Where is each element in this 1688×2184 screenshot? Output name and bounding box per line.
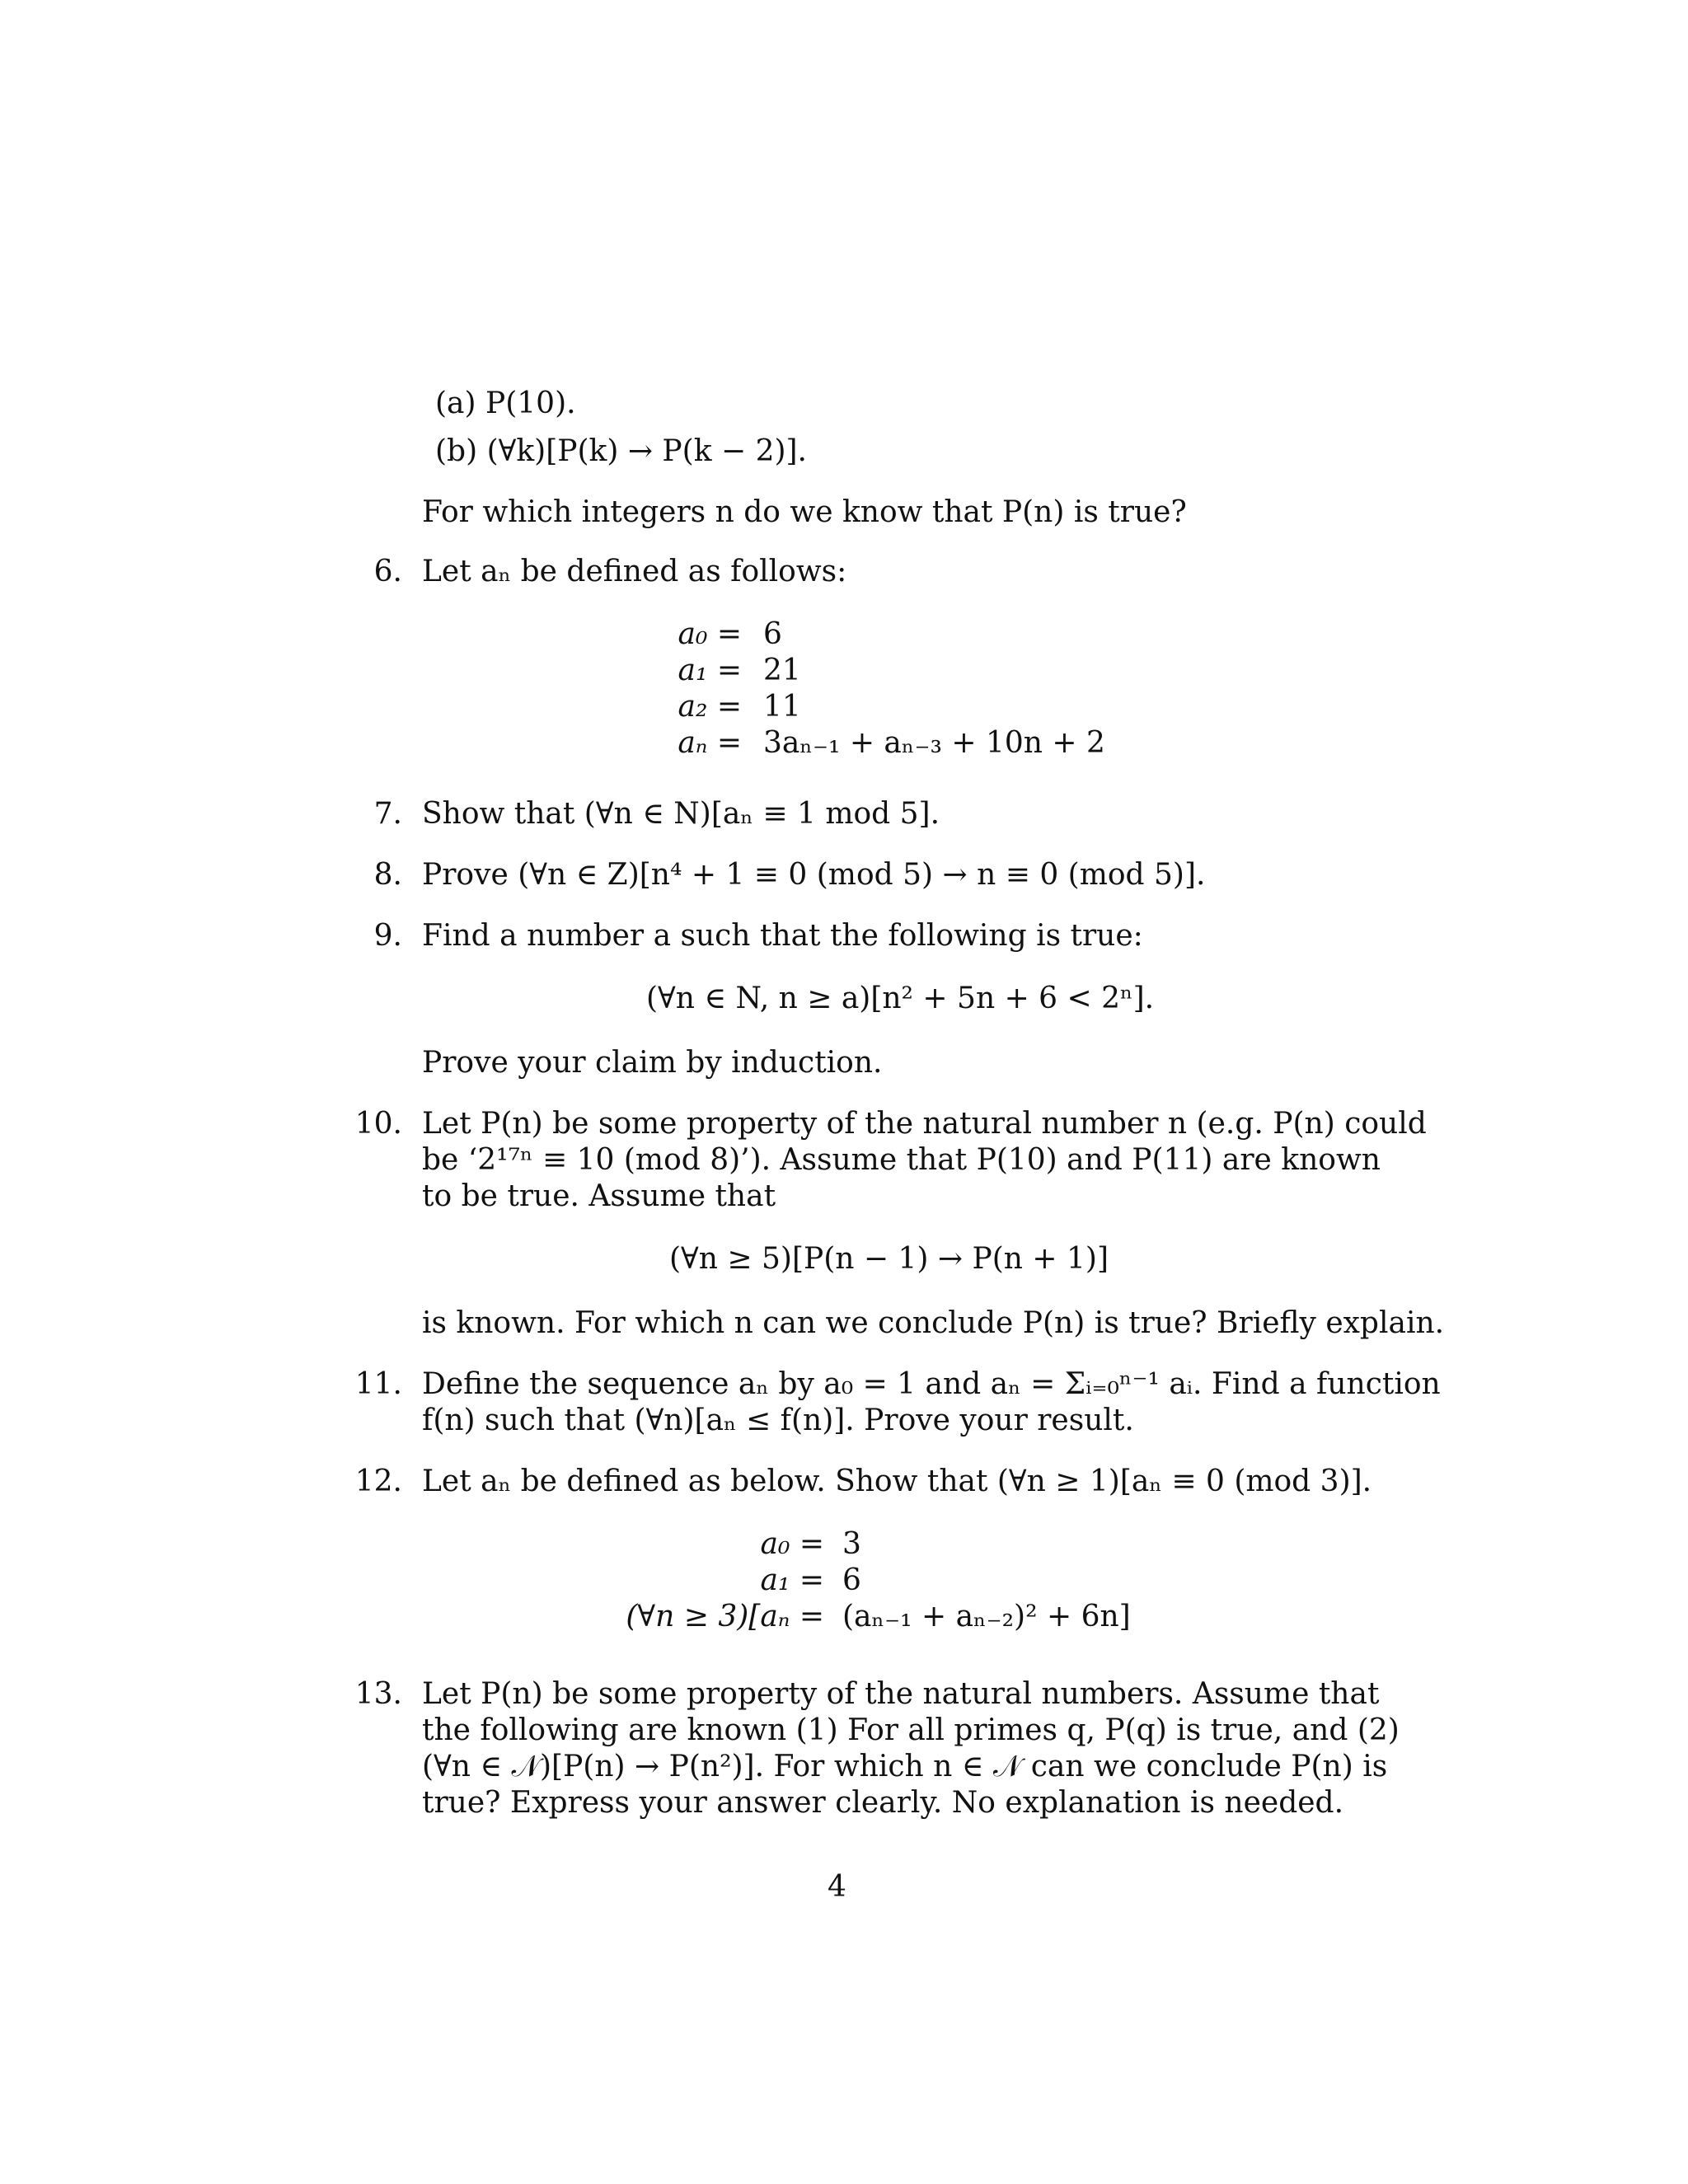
eq-rhs: 3 [842, 1527, 861, 1561]
problem-13-line: the following are known (1) For all primes q, P(q) is true, and (2) [422, 1713, 1400, 1747]
problem-6-text: Let aₙ be defined as follows: [422, 555, 847, 588]
problem-9-after: Prove your claim by induction. [422, 1046, 883, 1080]
problem-12-number: 12. [354, 1465, 402, 1498]
problem-13-line: true? Express your answer clearly. No explanation is needed. [422, 1786, 1344, 1820]
eq-lhs: aₙ = [678, 726, 742, 760]
eq-rhs: 6 [842, 1563, 861, 1597]
problem-13-number: 13. [354, 1677, 402, 1711]
problem-10-number: 10. [354, 1107, 402, 1141]
eq-rhs: 21 [763, 654, 801, 687]
prev-question: For which integers n do we know that P(n) is true? [422, 495, 1187, 529]
eq-lhs: a₁ = [678, 654, 742, 687]
eq-rhs: (aₙ₋₁ + aₙ₋₂)² + 6n] [842, 1600, 1131, 1633]
eq-rhs: 6 [763, 617, 782, 651]
problem-9-display: (∀n ∈ N, n ≥ a)[n² + 5n + 6 < 2ⁿ]. [646, 982, 1155, 1015]
problem-8-number: 8. [373, 858, 402, 892]
problem-9-number: 9. [373, 919, 402, 953]
problem-11-line: f(n) such that (∀n)[aₙ ≤ f(n)]. Prove your result. [422, 1404, 1134, 1437]
eq-rhs: 11 [763, 690, 801, 724]
item-b: (b) (∀k)[P(k) → P(k − 2)]. [435, 434, 808, 468]
problem-10-line: be ‘2¹⁷ⁿ ≡ 10 (mod 8)’). Assume that P(10) and P(11) are known [422, 1143, 1381, 1177]
problem-7-number: 7. [373, 797, 402, 831]
problem-9-text: Find a number a such that the following is true: [422, 919, 1143, 953]
eq-lhs: a₂ = [678, 690, 742, 724]
problem-7-text: Show that (∀n ∈ N)[aₙ ≡ 1 mod 5]. [422, 797, 940, 831]
problem-11-line: Define the sequence aₙ by a₀ = 1 and aₙ = Σᵢ₌₀ⁿ⁻¹ aᵢ. Find a function [422, 1367, 1441, 1401]
item-a: (a) P(10). [435, 387, 576, 420]
problem-8-text: Prove (∀n ∈ Z)[n⁴ + 1 ≡ 0 (mod 5) → n ≡ 0 (mod 5)]. [422, 858, 1206, 892]
eq-lhs: (∀n ≥ 3)[aₙ = [626, 1600, 824, 1633]
page-number: 4 [828, 1870, 846, 1904]
problem-10-after: is known. For which n can we conclude P(n) is true? Briefly explain. [422, 1306, 1445, 1340]
problem-6-number: 6. [373, 555, 402, 588]
eq-lhs: a₁ = [760, 1563, 824, 1597]
problem-12-text: Let aₙ be defined as below. Show that (∀n ≥ 1)[aₙ ≡ 0 (mod 3)]. [422, 1465, 1372, 1498]
eq-lhs: a₀ = [678, 617, 742, 651]
problem-10-display: (∀n ≥ 5)[P(n − 1) → P(n + 1)] [669, 1242, 1109, 1276]
problem-10-line: Let P(n) be some property of the natural number n (e.g. P(n) could [422, 1107, 1427, 1141]
problem-13-line: (∀n ∈ 𝒩)[P(n) → P(n²)]. For which n ∈ 𝒩 can we conclude P(n) is [422, 1750, 1388, 1783]
problem-13-line: Let P(n) be some property of the natural numbers. Assume that [422, 1677, 1380, 1711]
problem-10-line: to be true. Assume that [422, 1179, 776, 1213]
problem-11-number: 11. [354, 1367, 402, 1401]
eq-rhs: 3aₙ₋₁ + aₙ₋₃ + 10n + 2 [763, 726, 1105, 760]
eq-lhs: a₀ = [760, 1527, 824, 1561]
